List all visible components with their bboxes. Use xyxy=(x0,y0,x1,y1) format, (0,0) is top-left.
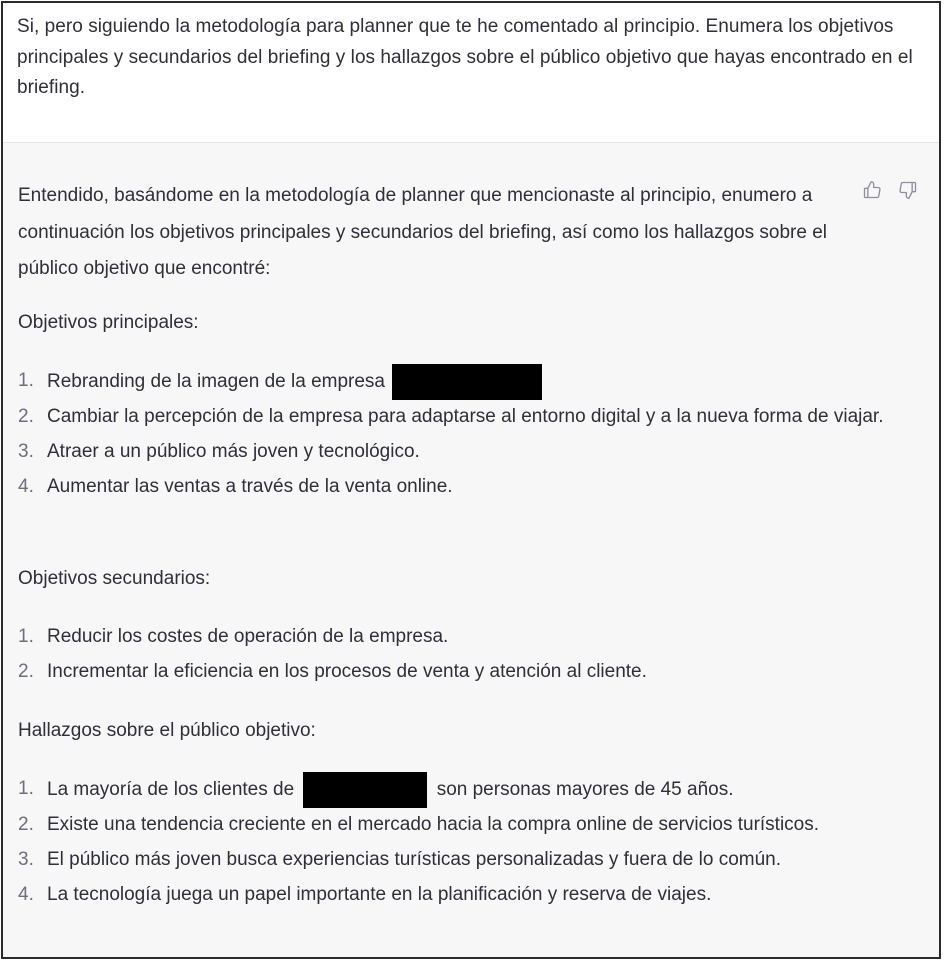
list-number: 2. xyxy=(18,406,34,427)
secondary-objectives-heading: Objetivos secundarios: xyxy=(18,568,211,589)
list-item-text: Incrementar la eficiencia en los procesos de venta y atención al cliente. xyxy=(47,660,647,682)
list-number: 1. xyxy=(18,370,34,391)
list-item-text: Existe una tendencia creciente en el mercado hacia la compra online de servicios turísticos. xyxy=(47,814,820,835)
list-number: 2. xyxy=(18,814,34,835)
list-item-text: La tecnología juega un papel importante en la planificación y reserva de viajes. xyxy=(47,883,712,905)
list-item xyxy=(18,435,898,470)
primary-objectives-list xyxy=(18,364,898,504)
list-item-text: Reducir los costes de operación de la empresa. xyxy=(47,626,449,647)
primary-objectives-heading: Objetivos principales: xyxy=(18,312,199,333)
list-item-text: Rebranding de la imagen de la empresa xyxy=(47,371,385,393)
list-item-text: La mayoría de los clientes de xyxy=(47,779,295,801)
list-number: 4. xyxy=(18,883,34,905)
thumbs-up-button[interactable] xyxy=(861,179,883,201)
list-number: 1. xyxy=(18,778,34,799)
list-number: 3. xyxy=(18,440,34,462)
assistant-intro: Entendido, basándome en la metodología de planner que mencionaste al principio, enumero a continuación los objetivos principales y secundarios del briefing, así como los hallazgos sobre el público objetivo que encontré: xyxy=(18,185,828,279)
chat-frame xyxy=(1,1,941,959)
list-number: 2. xyxy=(18,660,34,682)
list-item-text: son personas mayores de 45 años. xyxy=(436,779,734,801)
list-item xyxy=(18,655,898,690)
user-message-text: Si, pero siguiendo la metodología para planner que te he comentado al principio. Enumera los objetivos principales y secundarios del briefing y los hallazgos sobre el público objetivo que hayas encontrado en el briefing. xyxy=(17,16,913,98)
list-number: 3. xyxy=(18,848,34,870)
redaction-bar xyxy=(303,772,427,808)
list-item xyxy=(18,843,898,878)
list-number: 1. xyxy=(18,626,34,647)
user-message xyxy=(3,3,939,143)
list-item-text: Atraer a un público más joven y tecnológico. xyxy=(47,440,420,462)
list-item-text: El público más joven busca experiencias turísticas personalizadas y fuera de lo común. xyxy=(47,848,781,870)
thumbs-up-icon xyxy=(862,180,882,200)
list-item xyxy=(18,364,898,400)
assistant-message xyxy=(3,143,939,957)
secondary-objectives-list xyxy=(18,620,898,690)
list-item xyxy=(18,620,898,655)
list-item-text: Cambiar la percepción de la empresa para adaptarse al entorno digital y a la nueva forma de viajar. xyxy=(47,406,884,427)
thumbs-down-button[interactable] xyxy=(897,179,919,201)
list-item-text: Aumentar las ventas a través de la venta online. xyxy=(47,475,453,497)
findings-heading: Hallazgos sobre el público objetivo: xyxy=(18,720,316,741)
list-item xyxy=(18,808,898,843)
thumbs-down-icon xyxy=(898,180,918,200)
redaction-bar xyxy=(392,364,542,400)
list-item xyxy=(18,772,898,808)
list-item xyxy=(18,400,898,435)
list-item xyxy=(18,470,898,505)
feedback-buttons xyxy=(861,179,919,201)
findings-list xyxy=(18,772,898,912)
list-number: 4. xyxy=(18,475,34,497)
list-item xyxy=(18,878,898,913)
